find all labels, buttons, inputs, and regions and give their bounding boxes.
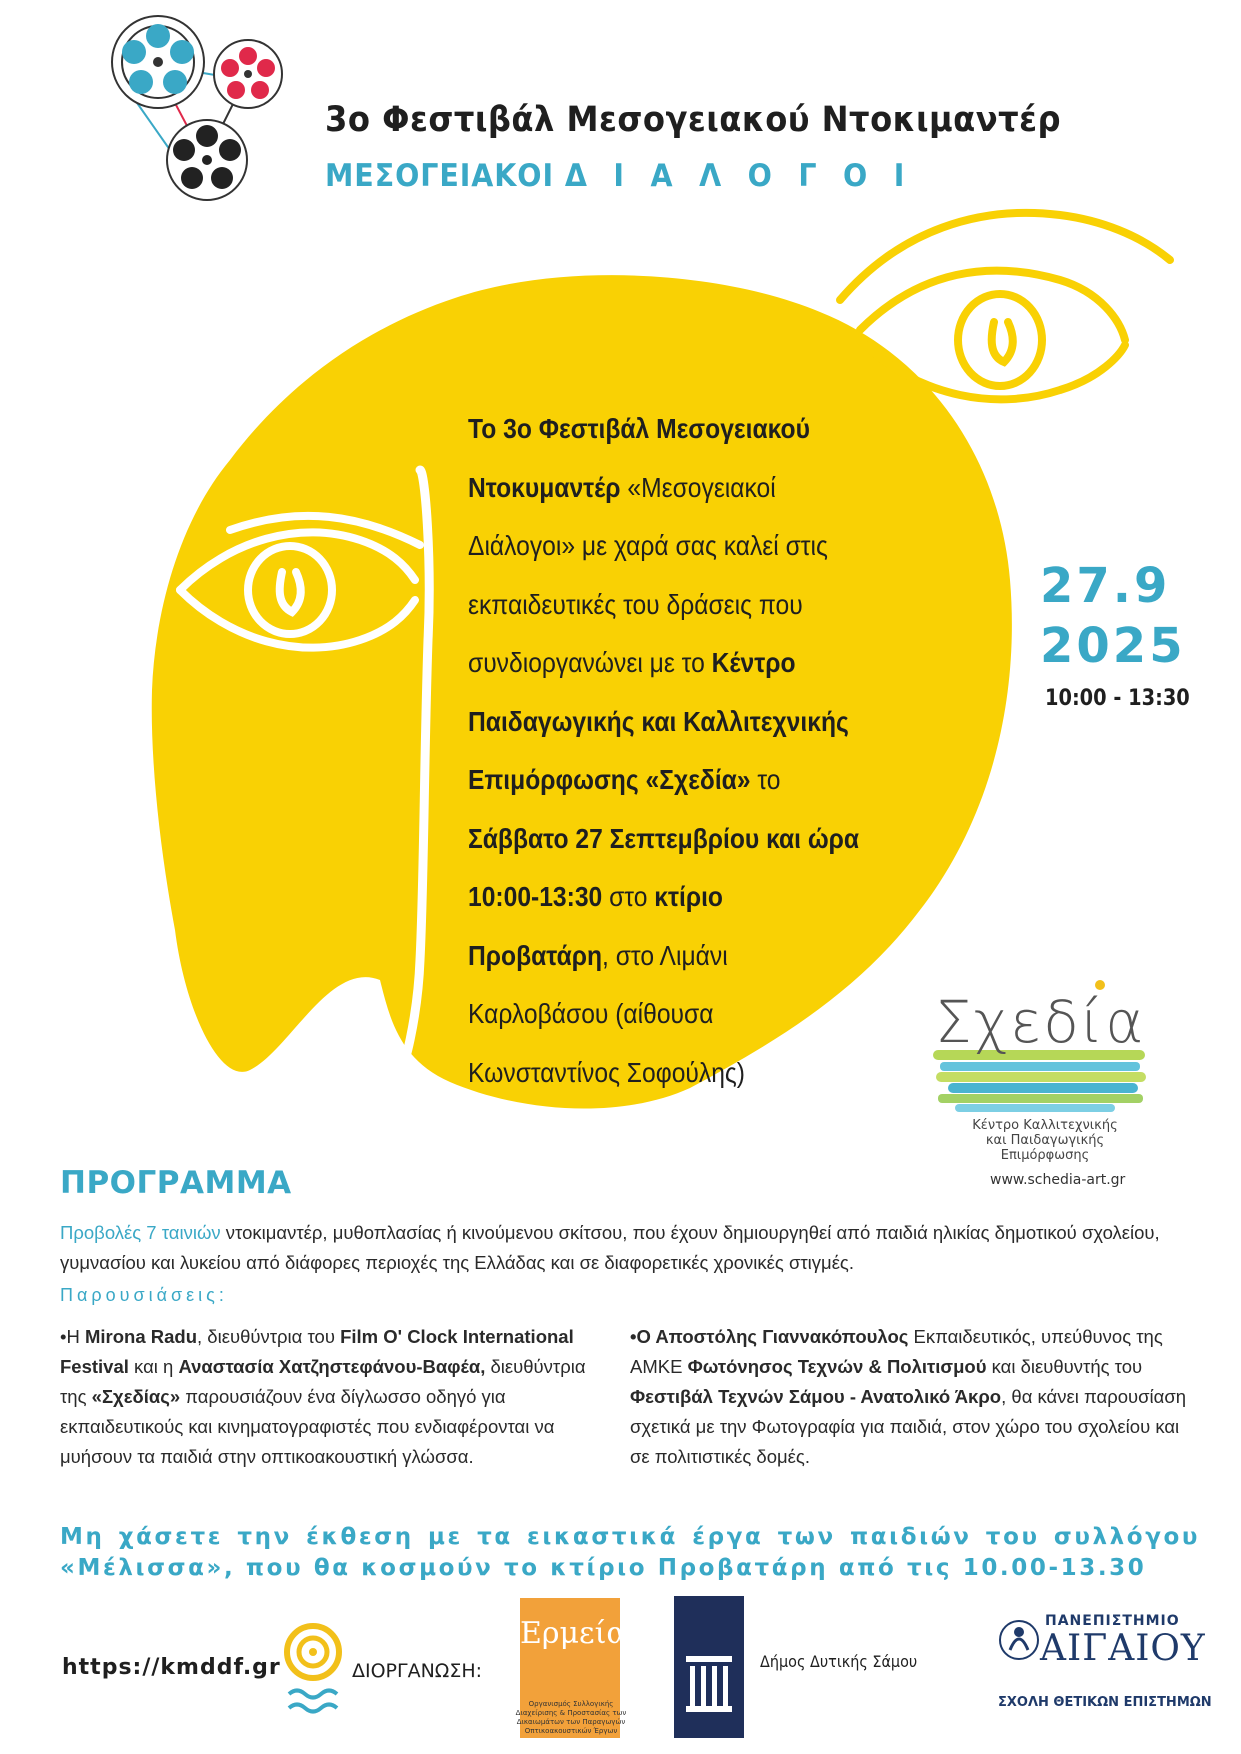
- exhibition-notice: Μη χάσετε την έκθεση με τα εικαστικά έργα των παιδιών του συλλόγου «Μέλισσα», που θα κοσμούν το κτίριο Προβατάρη από τις 10.00-13.30: [60, 1524, 1200, 1581]
- pr-3: Φωτόνησος Τεχνών & Πολιτισμού: [687, 1356, 987, 1377]
- intro-line-9-bold-b: κτίριο: [654, 881, 723, 912]
- event-date-year: 2025: [1040, 618, 1186, 674]
- intro-line-12: Κωνσταντίνος Σοφούλης): [468, 1056, 746, 1088]
- dimos-logo: [674, 1596, 744, 1738]
- programme-heading: ΠΡΟΓΡΑΜΜΑ: [60, 1165, 292, 1201]
- intro-line-1: Το 3ο Φεστιβάλ Μεσογειακού: [468, 413, 810, 444]
- presentation-left: [60, 1322, 600, 1472]
- schedia-caption-2: και Παιδαγωγικής: [985, 1133, 1105, 1148]
- intro-line-4: εκπαιδευτικές του δράσεις που: [468, 588, 803, 620]
- intro-line-2-bold: Ντοκυμαντέρ: [468, 471, 621, 503]
- intro-line-10: , στο Λιμάνι: [602, 939, 728, 971]
- programme-text: [60, 1218, 1190, 1278]
- event-date: [1040, 556, 1186, 676]
- pl-6: Αναστασία Χατζηστεφάνου-Βαφέα,: [178, 1356, 486, 1377]
- festival-url-link[interactable]: https://kmddf.gr: [62, 1655, 281, 1680]
- pr-4: και διευθυντής του: [986, 1356, 1143, 1377]
- intro-line-11: Καρλοβάσου (αίθουσα: [468, 998, 714, 1029]
- schedia-url[interactable]: www.schedia-art.gr: [990, 1172, 1126, 1188]
- ermeias-caption: Οργανισμός Συλλογικής Διαχείρισης & Προστασίας των Δικαιωμάτων των Παραγωγών Οπτικοακουστικών Έργων: [515, 1700, 627, 1735]
- pr-6: , θα κάνει παρουσίαση σχετικά με την Φωτογραφία για παιδιά, στον χώρο του σχολείου και σε πολιτιστικές δομές.: [630, 1386, 1187, 1467]
- pl-2: Mirona Radu: [84, 1326, 198, 1347]
- pr-5: Φεστιβάλ Τεχνών Σάμου - Ανατολικό Άκρο: [630, 1386, 1002, 1407]
- intro-line-2: «Μεσογειακοί: [620, 471, 776, 503]
- schedia-caption: [945, 1118, 1145, 1163]
- festival-subtitle: [325, 158, 913, 194]
- building-icon: [674, 1596, 744, 1738]
- intro-line-7-bold: Επιμόρφωσης «Σχεδία»: [468, 764, 751, 795]
- pl-3: , διευθύντρια του: [197, 1326, 341, 1347]
- pr-2: Εκπαιδευτικός, υπεύθυνος της ΑΜΚΕ: [630, 1326, 1163, 1377]
- pr-1: •Ο Αποστόλης Γιαννακόπουλος: [630, 1326, 909, 1347]
- presentations-heading: Παρουσιάσεις:: [60, 1285, 228, 1305]
- intro-line-6-bold: Παιδαγωγικής και Καλλιτεχνικής: [468, 705, 849, 737]
- organizer-label: ΔΙΟΡΓΑΝΩΣΗ:: [352, 1660, 483, 1682]
- pl-4: Film O' Clock International Festival: [60, 1326, 574, 1377]
- intro-line-9: στο: [602, 881, 655, 912]
- schedia-caption-3: Επιμόρφωσης: [1000, 1148, 1090, 1163]
- dimos-name: Δήμος Δυτικής Σάμου: [760, 1652, 918, 1671]
- schedia-logo: Σχεδία: [935, 988, 1146, 1056]
- intro-line-3: Διάλογοι» με χαρά σας καλεί στις: [468, 530, 828, 561]
- intro-line-5-bold: Κέντρο: [711, 647, 796, 678]
- film-reels-logo: [112, 16, 282, 200]
- pl-1: •Η: [60, 1326, 85, 1347]
- university-emblem-icon: [998, 1612, 1040, 1668]
- pl-9: παρουσιάζουν ένα δίγλωσσο οδηγό για εκπαιδευτικούς και κινηματογραφιστές που ενδιαφέρονται να μυήσουν τα παιδιά στην οπτικοακουστική γλώσσα.: [60, 1386, 555, 1467]
- spiral-logo-icon: [283, 1612, 343, 1732]
- subtitle-part-a: ΜΕΣΟΓΕΙΑΚΟΙ: [325, 158, 555, 194]
- pl-8: «Σχεδίας»: [91, 1386, 181, 1407]
- presentation-right: [630, 1322, 1190, 1472]
- pl-5: και η: [128, 1356, 179, 1377]
- event-date-day: 27.9: [1040, 558, 1171, 614]
- university-label-top: ΠΑΝΕΠΙΣΤΗΜΙΟ: [1045, 1613, 1180, 1629]
- event-time: 10:00 - 13:30: [1045, 686, 1190, 711]
- intro-line-7: το: [750, 764, 781, 795]
- festival-title: 3ο Φεστιβάλ Μεσογειακού Ντοκιμαντέρ: [325, 100, 1062, 140]
- subtitle-part-b: Δ Ι Α Λ Ο Γ Ο Ι: [564, 158, 913, 194]
- university-name: ΑΙΓΑΙΟΥ: [1040, 1628, 1206, 1669]
- pl-7: διευθύντρια της: [60, 1356, 586, 1407]
- intro-paragraph: [468, 400, 934, 1102]
- intro-line-8-bold: Σάββατο 27 Σεπτεμβρίου και ώρα: [468, 822, 860, 854]
- university-school: ΣΧΟΛΗ ΘΕΤΙΚΩΝ ΕΠΙΣΤΗΜΩΝ: [998, 1695, 1212, 1710]
- schedia-caption-1: Κέντρο Καλλιτεχνικής: [972, 1118, 1118, 1133]
- intro-line-5: συνδιοργανώνει με το: [468, 647, 712, 678]
- intro-line-9-bold: 10:00-13:30: [468, 881, 603, 912]
- programme-body: ντοκιμαντέρ, μυθοπλασίας ή κινούμενου σκίτσου, που έχουν δημιουργηθεί από παιδιά ηλικίας δημοτικού σχολείου, γυμνασίου και λυκείου από διάφορες περιοχές της Ελλάδας και σε διαφορετικές χρονικές στιγμές.: [60, 1222, 1160, 1273]
- programme-highlight: Προβολές 7 ταινιών: [60, 1222, 221, 1243]
- ermeias-name: Ερμείας: [520, 1616, 644, 1651]
- intro-line-10-bold: Προβατάρη: [468, 939, 603, 971]
